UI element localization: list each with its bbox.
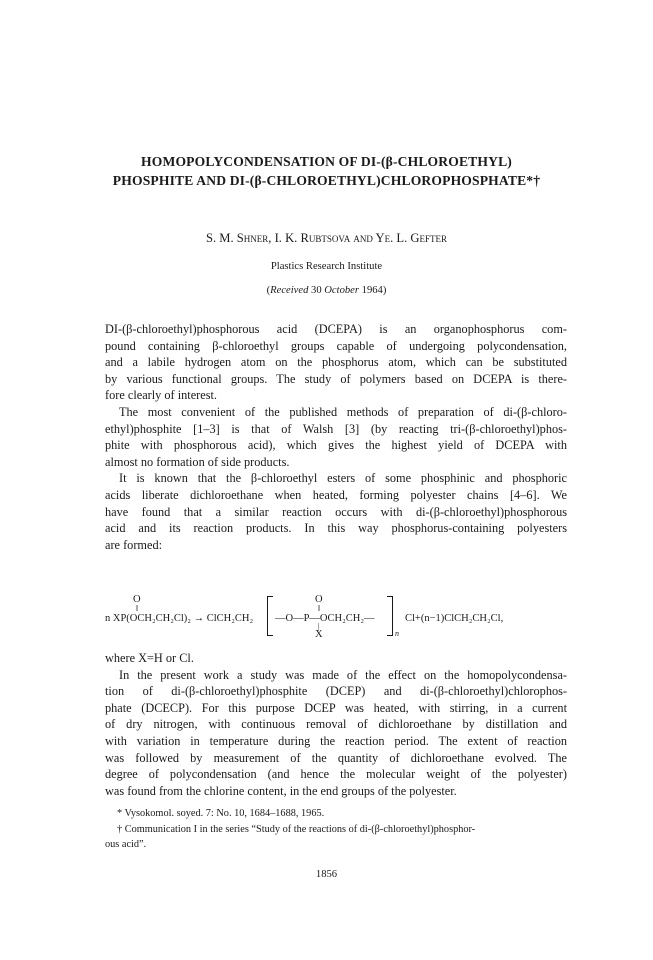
text-line: with variation in temperature during the reaction period. The extent of reaction (105, 733, 567, 748)
equation-products: Cl+(n−1)ClCH₂CH₂Cl, (405, 613, 504, 624)
text-line: pound containing β-chloroethyl groups capable of undergoing polycondensation, (105, 338, 567, 353)
text-line: tion of di-(β-chloroethyl)phosphite (DCEP) and di-(β-chloroethyl)chlorophos- (105, 684, 567, 699)
affiliation: Plastics Research Institute (270, 261, 383, 272)
text-line: are formed: (105, 537, 163, 552)
page-number: 1856 (315, 869, 338, 880)
text-line: and a labile hydrogen atom on the phosphorus atom, which can be substituted (105, 355, 567, 370)
single-bond-mark: | (318, 622, 320, 631)
text-line: degree of polycondensation (and hence the molecular weight of the polyester) (105, 767, 567, 782)
text-line: ethyl)phosphite [1–3] is that of Walsh [3] (by reacting tri-(β-chloroethyl)phos- (105, 421, 567, 436)
equation-oxygen-left: O (133, 594, 141, 605)
double-bond-mark: ‖ (318, 604, 321, 613)
equation-x-substituent: X (315, 629, 323, 640)
equation-n-subscript: n (395, 629, 399, 638)
body-text-top (105, 321, 567, 553)
text-line: was found from the chlorine content, in the end groups of the polyester. (105, 783, 457, 798)
right-bracket (387, 596, 393, 636)
equation-reactants: n XP(OCH₂CH₂Cl)₂ → ClCH₂CH₂ (105, 613, 254, 624)
text-line: DI-(β-chloroethyl)phosphorous acid (DCEPA) is an organophosphorus com- (105, 322, 567, 336)
equation-repeat-unit: —O—P—OCH₂CH₂— (275, 613, 375, 624)
text-line: acids liberate dichloroethane when heated, forming polyester chains [4–6]. We (105, 487, 567, 502)
double-bond-mark: ‖ (136, 604, 139, 613)
received-label: Received (270, 285, 309, 296)
received-month: October (324, 285, 359, 296)
title-line-2: PHOSPHITE AND DI-(β-CHLOROETHYL)CHLOROPHOSPHATE*† (112, 173, 541, 188)
text-line: It is known that the β-chloroethyl esters of some phosphinic and phosphoric (119, 471, 567, 486)
author-list: S. M. Shner, I. K. Rubtsova and Ye. L. Gefter (205, 231, 448, 245)
footnote-series: † Communication I in the series “Study of the reactions of di-(β-chloroethyl)phosphor- (117, 824, 476, 835)
text-line: fore clearly of interest. (105, 388, 217, 403)
text-line: of dry nitrogen, with continuous removal of dichloroethane by distillation and (105, 717, 567, 732)
text-line: was followed by measurement of the quantity of dichloroethane evolved. The (105, 750, 567, 765)
text-line: acid and its reaction products. In this way phosphorus-containing polyesters (105, 521, 567, 536)
reaction-equation (105, 592, 575, 642)
text-line: The most convenient of the published methods of preparation of di-(β-chloro- (119, 404, 567, 419)
text-line: almost no formation of side products. (105, 454, 290, 469)
title-line-1: HOMOPOLYCONDENSATION OF DI-(β-CHLOROETHYL) (141, 154, 512, 169)
text-line: have found that a similar reaction occurs with di-(β-chloroethyl)phosphorous (105, 504, 567, 519)
footnote-journal: * Vysokomol. soyed. 7: No. 10, 1684–1688, 1965. (117, 808, 325, 819)
equation-oxygen-mid: O (315, 594, 323, 605)
article-title (40, 152, 613, 190)
footnote-series-continued: ous acid”. (105, 839, 147, 850)
received-date: (Received 30 October 1964) (266, 285, 387, 296)
text-line: In the present work a study was made of the effect on the homopolycondensa- (119, 667, 567, 682)
text-line: where X=H or Cl. (105, 651, 194, 665)
body-text-bottom (105, 650, 567, 799)
text-line: by various functional groups. The study of polymers based on DCEPA is there- (105, 371, 567, 386)
left-bracket (267, 596, 273, 636)
text-line: phate (DCECP). For this purpose DCEP was heated, with stirring, in a current (105, 700, 567, 715)
text-line: phite with phosphorous acid), which gives the highest yield of DCEPA with (105, 438, 567, 453)
